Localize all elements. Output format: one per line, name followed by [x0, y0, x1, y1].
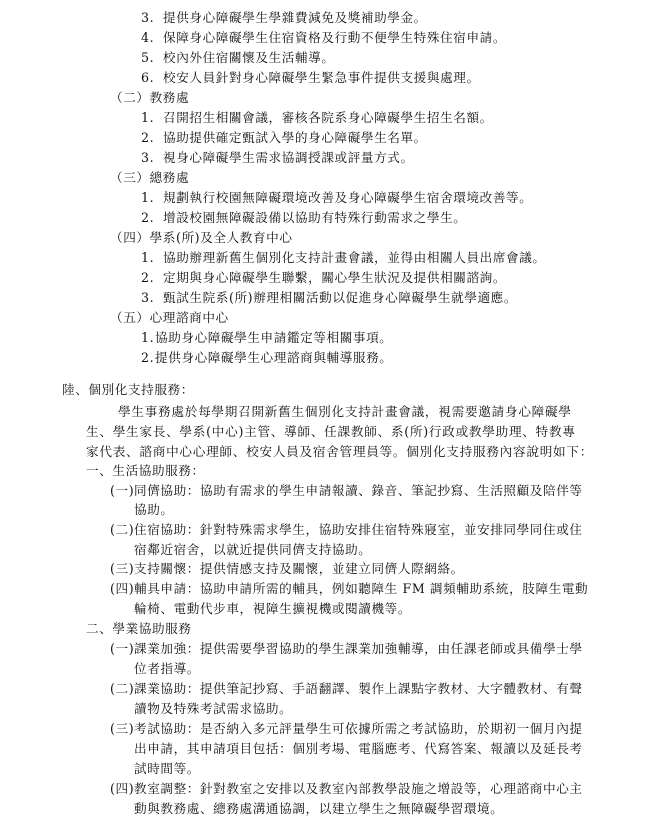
section-heading-academic: （二）教務處: [110, 90, 190, 105]
list-item: 1.協助身心障礙學生申請鑑定等相關事項。: [141, 330, 393, 345]
list-item: 2. 定期與身心障礙學生聯繫，關心學生狀況及提供相關諮詢。: [141, 270, 507, 285]
list-item-continuation: 宿鄰近宿舍，以就近提供同儕支持協助。: [134, 542, 372, 557]
list-item: 3. 提供身心障礙學生學雜費減免及獎補助學金。: [141, 10, 427, 25]
list-item: (二)課業協助：提供筆記抄寫、手語翻譯、製作上課點字教材、大字體教材、有聲: [110, 681, 583, 696]
list-item: 1. 協助辦理新舊生個別化支持計畫會議，並得由相關人員出席會議。: [141, 250, 546, 265]
list-item-continuation: 出申請，其申請項目包括：個別考場、電腦應考、代寫答案、報讀以及延長考: [134, 741, 583, 756]
section-heading-general: （三）總務處: [110, 170, 190, 185]
section-heading-counseling: （五）心理諮商中心: [110, 310, 229, 325]
list-item: (四)教室調整：針對教室之安排以及教室內部教學設施之增設等，心理諮商中心主: [110, 781, 583, 796]
list-item: 1. 召開招生相關會議，審核各院系身心障礙學生招生名額。: [141, 110, 493, 125]
list-item-continuation: 動與教務處、總務處溝通協調，以建立學生之無障礙學習環境。: [134, 801, 504, 816]
list-item: (一)同儕協助：協助有需求的學生申請報讀、錄音、筆記抄寫、生活照顧及陪伴等: [110, 483, 583, 498]
section-heading-departments: （四）學系(所)及全人教育中心: [110, 230, 293, 245]
list-item: 2. 增設校園無障礙設備以協助有特殊行動需求之學生。: [141, 210, 467, 225]
list-item-continuation: 讀物及特殊考試需求協助。: [134, 701, 293, 716]
section-heading-life: 一、生活協助服務：: [86, 463, 205, 478]
list-item: (二)住宿協助：針對特殊需求學生，協助安排住宿特殊寢室，並安排同學同住或住: [110, 522, 583, 537]
list-item: 3. 甄試生院系(所)辦理相關活動以促進身心障礙學生就學適應。: [141, 290, 518, 305]
list-item: 5. 校內外住宿關懷及生活輔導。: [141, 50, 335, 65]
list-item: 3. 視身心障礙學生需求協調授課或評量方式。: [141, 150, 414, 165]
list-item: 4. 保障身心障礙學生住宿資格及行動不便學生特殊住宿申請。: [141, 30, 507, 45]
paragraph-line: 學生事務處於每學期召開新舊生個別化支持計畫會議，視需要邀請身心障礙學: [118, 404, 572, 419]
list-item: (三)支持關懷：提供情感支持及關懷，並建立同儕人際網絡。: [110, 561, 464, 576]
paragraph-line: 家代表、諮商中心心理師、校安人員及宿舍管理員等。個別化支持服務內容說明如下：: [86, 444, 594, 459]
list-item-continuation: 輪椅、電動代步車，視障生擴視機或閱讀機等。: [134, 601, 412, 616]
list-item: (四)輔具申請：協助申請所需的輔具，例如聽障生 FM 調頻輔助系統，肢障生電動: [110, 581, 589, 596]
list-item: 2. 協助提供確定甄試入學的身心障礙學生名單。: [141, 130, 427, 145]
list-item: (一)課業加強：提供需要學習協助的學生課業加強輔導，由任課老師或具備學士學: [110, 641, 583, 656]
list-item-continuation: 協助。: [134, 502, 174, 517]
list-item: 1. 規劃執行校園無障礙環境改善及身心障礙學生宿舍環境改善等。: [141, 190, 533, 205]
chapter-title: 陸、個別化支持服務：: [62, 382, 194, 397]
section-heading-study: 二、學業協助服務: [86, 621, 192, 636]
list-item: 2.提供身心障礙學生心理諮商與輔導服務。: [141, 350, 393, 365]
list-item-continuation: 位者指導。: [134, 661, 200, 676]
list-item: (三)考試協助：是否納入多元評量學生可依據所需之考試協助，於期初一個月內提: [110, 721, 583, 736]
paragraph-line: 生、學生家長、學系(中心)主管、導師、任課教師、系(所)行政或教學助理、特教專: [86, 424, 576, 439]
list-item-continuation: 試時間等。: [134, 761, 200, 776]
list-item: 6. 校安人員針對身心障礙學生緊急事件提供支援與處理。: [141, 70, 480, 85]
